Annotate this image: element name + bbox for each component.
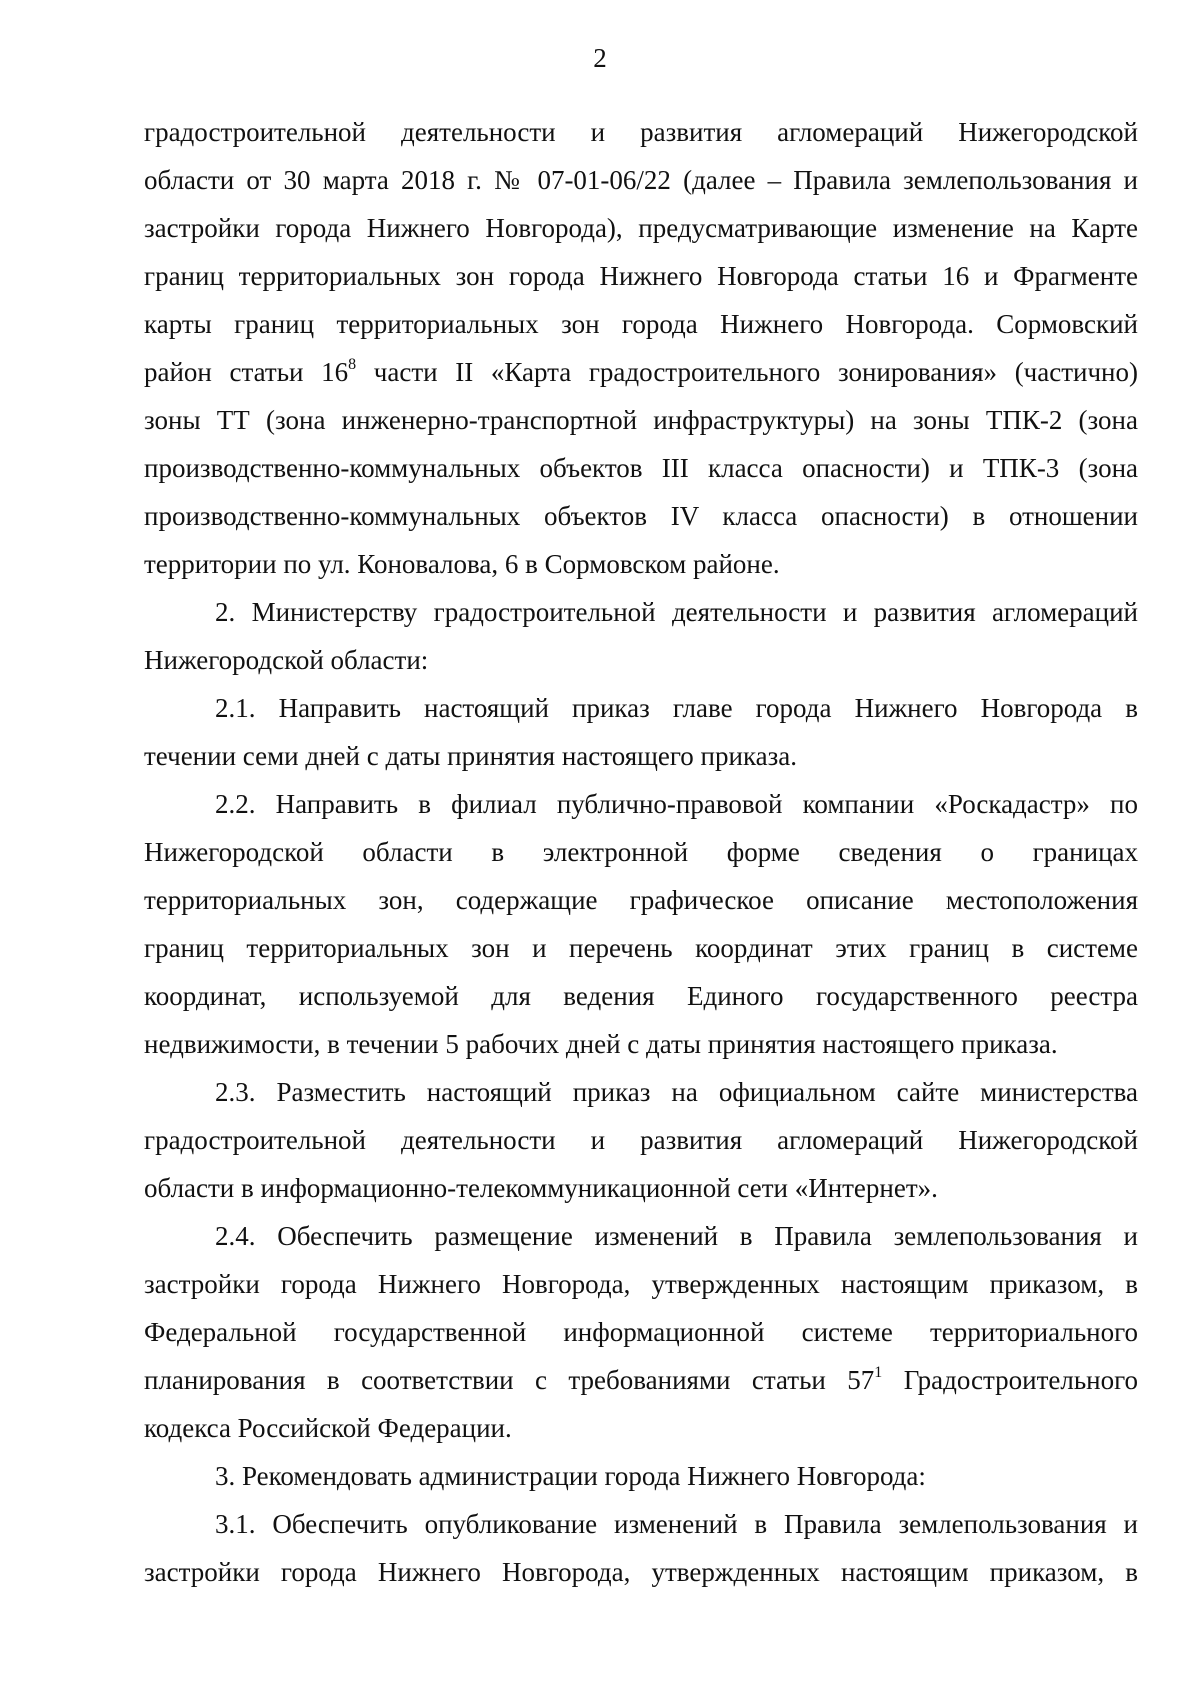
text-line: недвижимости, в течении 5 рабочих дней с даты принятия настоящего приказа.	[144, 1029, 1058, 1059]
text-line: Федеральной государственной информационной системе территориального	[144, 1317, 1138, 1347]
page-number: 2	[593, 43, 607, 73]
text-line: 2.4. Обеспечить размещение изменений в Правила землепользования и	[215, 1221, 1138, 1251]
text-line: 3. Рекомендовать администрации города Нижнего Новгорода:	[215, 1461, 926, 1491]
paragraph-2-1	[144, 684, 1138, 780]
text-line: зоны ТТ (зона инженерно-транспортной инфраструктуры) на зоны ТПК-2 (зона	[144, 405, 1138, 435]
text-line: 3.1. Обеспечить опубликование изменений в Правила землепользования и	[215, 1509, 1138, 1539]
text-fragment: район статьи 16	[144, 357, 349, 387]
paragraph-2-4	[144, 1212, 1138, 1452]
text-line: застройки города Нижнего Новгорода, утвержденных настоящим приказом, в	[144, 1269, 1138, 1299]
text-line: застройки города Нижнего Новгорода, утвержденных настоящим приказом, в	[144, 1557, 1138, 1587]
text-line: течении семи дней с даты принятия настоящего приказа.	[144, 741, 798, 771]
text-line: 2.2. Направить в филиал публично-правовой компании «Роскадастр» по	[215, 789, 1138, 819]
paragraph-1-continuation	[144, 108, 1138, 588]
text-line	[144, 348, 1138, 396]
document-body	[144, 108, 1138, 1596]
text-line: Нижегородской области в электронной форме сведения о границах	[144, 837, 1138, 867]
paragraph-3-1	[144, 1500, 1138, 1596]
paragraph-2	[144, 588, 1138, 684]
text-line: кодекса Российской Федерации.	[144, 1413, 512, 1443]
text-line: Нижегородской области:	[144, 645, 429, 675]
text-fragment: части II «Карта градостроительного зонирования» (частично)	[356, 357, 1138, 387]
text-line: границ территориальных зон города Нижнего Новгорода статьи 16 и Фрагменте	[144, 261, 1138, 291]
text-line: области от 30 марта 2018 г. № 07-01-06/22 (далее – Правила землепользования и	[144, 165, 1138, 195]
text-line	[144, 1356, 1138, 1404]
text-line: градостроительной деятельности и развития агломераций Нижегородской	[144, 117, 1138, 147]
paragraph-2-2	[144, 780, 1138, 1068]
text-line: градостроительной деятельности и развития агломераций Нижегородской	[144, 1125, 1138, 1155]
text-line: производственно-коммунальных объектов IV класса опасности) в отношении	[144, 501, 1138, 531]
text-line: производственно-коммунальных объектов III класса опасности) и ТПК-3 (зона	[144, 453, 1138, 483]
text-line: 2. Министерству градостроительной деятельности и развития агломераций	[215, 597, 1138, 627]
text-line: координат, используемой для ведения Единого государственного реестра	[144, 981, 1138, 1011]
paragraph-3	[144, 1452, 1138, 1500]
paragraph-2-3	[144, 1068, 1138, 1212]
text-line: застройки города Нижнего Новгорода), предусматривающие изменение на Карте	[144, 213, 1138, 243]
text-line: границ территориальных зон и перечень координат этих границ в системе	[144, 933, 1138, 963]
text-fragment: планирования в соответствии с требованиями статьи 57	[144, 1365, 875, 1395]
superscript: 1	[874, 1364, 883, 1381]
text-line: карты границ территориальных зон города Нижнего Новгорода. Сормовский	[144, 309, 1138, 339]
superscript: 8	[348, 356, 357, 373]
text-line: 2.1. Направить настоящий приказ главе города Нижнего Новгорода в	[215, 693, 1138, 723]
text-line: области в информационно-телекоммуникационной сети «Интернет».	[144, 1173, 938, 1203]
text-line: 2.3. Разместить настоящий приказ на официальном сайте министерства	[215, 1077, 1138, 1107]
text-line: территории по ул. Коновалова, 6 в Сормовском районе.	[144, 549, 780, 579]
text-line: территориальных зон, содержащие графическое описание местоположения	[144, 885, 1138, 915]
text-fragment: Градостроительного	[882, 1365, 1138, 1395]
